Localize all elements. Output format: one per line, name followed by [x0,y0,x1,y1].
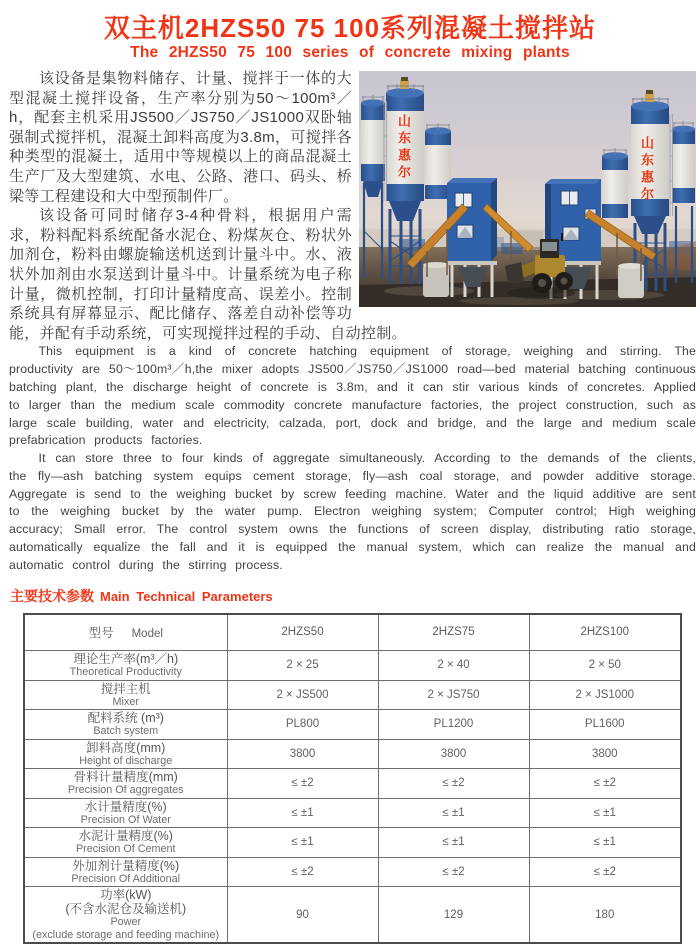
spec-value-cell: 2 × 40 [378,650,529,680]
spec-row-productivity [24,650,681,680]
spec-value-cell: ≤ ±1 [227,828,378,858]
spec-value-cell: ≤ ±2 [529,857,681,887]
spec-table [23,613,682,944]
params-title-en: Main Technical Parameters [100,589,273,604]
model-name-cell: 2HZS50 [227,614,378,650]
spec-value-cell: ≤ ±2 [378,857,529,887]
spec-header-row [24,614,681,650]
spec-label-cell: 搅拌主机 Mixer [24,680,227,710]
document-page [0,13,700,941]
spec-value-cell: PL1200 [378,710,529,740]
spec-label-cell: 水计量精度(%) Precision Of Water [24,798,227,828]
spec-value-cell: 90 [227,887,378,944]
spec-row-cement-precision [24,828,681,858]
spec-row-additive-precision [24,857,681,887]
spec-value-cell: 2 × JS750 [378,680,529,710]
model-name-cell: 2HZS100 [529,614,681,650]
spec-value-cell: 2 × 25 [227,650,378,680]
spec-value-cell: ≤ ±2 [529,769,681,799]
intro-paragraph-en-2: It can store three to four kinds of aggregate simultaneously. According to the demands of the clients, the fly—ash batching system equips cement storage, fly—ash coal storage, and powder additive storage. Aggregate is send to the weighing bucket by screw feeding machine. Water and the liquid additive are sent to the weighing bucket by the water pump. Electron weighing system; Computer control; High weighing accuracy; Small error. The control system owns the functions of screen display, distributing ratio storage, automatically equalize the fall and it is equipped the manual system, which can realize the manual and automatic control during the stirring process. [9,451,696,572]
page-title: 双主机2HZS50 75 100系列混凝土搅拌站 [103,13,597,43]
spec-value-cell: 180 [529,887,681,944]
model-label-cell: 型号 Model [24,614,227,650]
spec-row-aggregate-precision [24,769,681,799]
spec-label-cell: 外加剂计量精度(%) Precision Of Additional [24,857,227,887]
params-section-title [10,586,700,606]
spec-row-discharge-height [24,739,681,769]
intro-paragraph-zh-1: 该设备是集物料储存、计量、搅拌于一体的大型混凝土搅拌设备，生产率分别为50～100m³／h，配套主机采用JS500／JS750／JS1000双卧轴强制式搅拌机，混凝土卸料高度为3.8m，可搅拌各种类型的混凝土，适用中等规模以上的商品混凝土生产厂及大型建筑、水电、公路、港口、码头、桥梁等工程建设和大中型预制件厂。 [9,70,352,205]
spec-value-cell: ≤ ±1 [529,798,681,828]
spec-row-mixer [24,680,681,710]
spec-value-cell: ≤ ±1 [378,828,529,858]
spec-value-cell: 3800 [378,739,529,769]
spec-value-cell: PL1600 [529,710,681,740]
spec-value-cell: ≤ ±2 [227,769,378,799]
spec-value-cell: 2 × 50 [529,650,681,680]
spec-value-cell: 3800 [227,739,378,769]
spec-value-cell: 2 × JS500 [227,680,378,710]
silo-brand-text-right: 山东惠尔 [639,136,654,204]
spec-label-cell: 水泥计量精度(%) Precision Of Cement [24,828,227,858]
spec-value-cell: ≤ ±1 [378,798,529,828]
spec-value-cell: ≤ ±2 [378,769,529,799]
spec-value-cell: 3800 [529,739,681,769]
page-subtitle: The 2HZS50 75 100 series of concrete mixing plants [130,44,570,61]
spec-label-cell: 卸料高度(mm) Height of discharge [24,739,227,769]
spec-row-batch-system [24,710,681,740]
spec-value-cell: PL800 [227,710,378,740]
intro-paragraph-en-1: This equipment is a kind of concrete hatching equipment of storage, weighing and stirring. The productivity are 50～100m³／h,the mixer adopts JS500／JS750／JS1000 road—bed material batching continuous batching plant, the discharge height of concrete is 3.8m, and it can stir various kinds of concretes. Applied to larger than the medium scale commodity concrete manufacture factories, the project construction, such as large scale building, water and electricity, calzada, port, dock and bridge, and the large and medium scale prefabrication products factories. [9,344,696,448]
spec-value-cell: 129 [378,887,529,944]
plant-photo [359,71,696,307]
params-title-zh: 主要技术参数 [10,588,94,604]
spec-value-cell: ≤ ±1 [227,798,378,828]
spec-value-cell: ≤ ±1 [529,828,681,858]
intro-paragraph-zh-2: 该设备可同时储存3-4种骨料，根据用户需求，粉料配料系统配备水泥仓、粉煤灰仓、粉状外加剂仓，粉料由螺旋输送机送到计量斗中。水、液状外加剂由水泵送到计量斗中。计量系统为电子称计量，微机控制，打印计量精度高、误差小。控制系统具有屏幕显示、配比储存、落差自动补偿等功能，并配有手动系统，可实现搅拌过程的手动、自动控制。 [9,207,407,342]
spec-label-cell: 骨料计量精度(mm) Precision Of aggregates [24,769,227,799]
silo-brand-text-left: 山东惠尔 [396,114,411,182]
spec-value-cell: ≤ ±2 [227,857,378,887]
spec-label-cell: 理论生产率(m³／h) Theoretical Productivity [24,650,227,680]
spec-row-power [24,887,681,944]
spec-value-cell: 2 × JS1000 [529,680,681,710]
spec-label-cell: 功率(kW) (不含水泥仓及输送机) Power (exclude storage and feeding machine) [24,887,227,944]
intro-section [0,69,700,577]
model-name-cell: 2HZS75 [378,614,529,650]
spec-label-cell: 配料系统 (m³) Batch system [24,710,227,740]
spec-row-water-precision [24,798,681,828]
